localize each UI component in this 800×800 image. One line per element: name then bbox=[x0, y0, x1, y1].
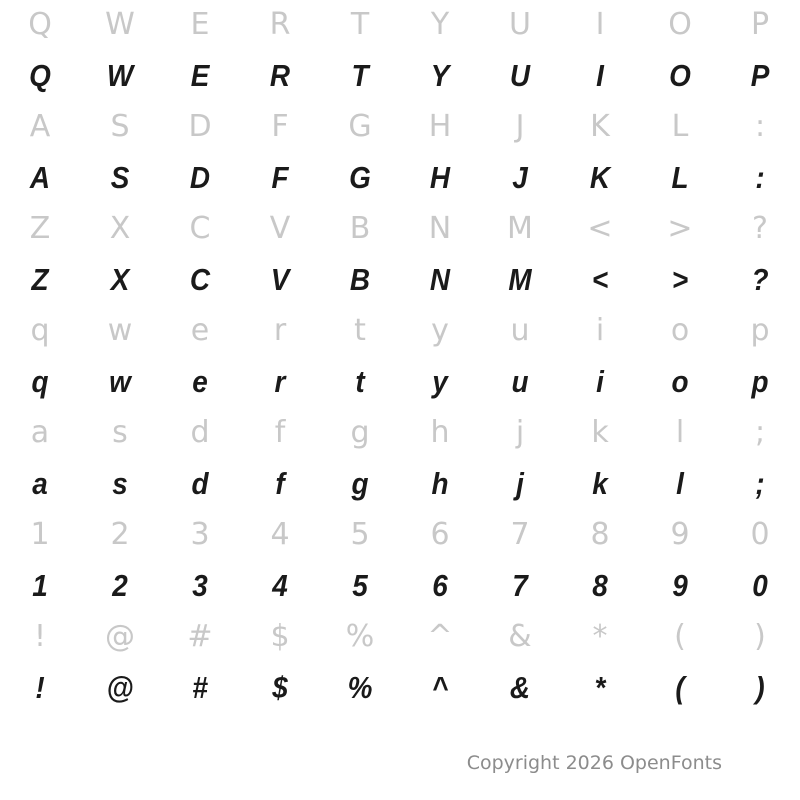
glyph-cell: f bbox=[275, 466, 285, 501]
glyph-cell: g bbox=[350, 415, 370, 450]
glyph-cell: j bbox=[516, 466, 524, 501]
glyph-cell: N bbox=[429, 262, 451, 297]
glyph-cell: B bbox=[349, 211, 371, 246]
glyph-cell: i bbox=[595, 313, 605, 348]
glyph-cell: D bbox=[188, 109, 212, 144]
glyph-cell: T bbox=[351, 58, 369, 93]
glyph-cell: U bbox=[509, 7, 531, 42]
glyph-cell: & bbox=[509, 670, 531, 705]
glyph-cell: P bbox=[750, 58, 770, 93]
glyph-cell: ) bbox=[755, 670, 765, 705]
glyph-cell: $ bbox=[272, 670, 288, 705]
glyph-cell: * bbox=[592, 619, 608, 654]
glyph-cell: 0 bbox=[752, 568, 768, 603]
glyph-cell: G bbox=[348, 109, 372, 144]
glyph-cell: 0 bbox=[750, 517, 770, 552]
glyph-cell: G bbox=[349, 160, 371, 195]
glyph-cell: O bbox=[669, 58, 691, 93]
glyph-row-sample bbox=[0, 356, 800, 408]
glyph-cell: w bbox=[109, 364, 131, 399]
glyph-cell: 8 bbox=[590, 517, 610, 552]
glyph-cell: C bbox=[189, 262, 211, 297]
glyph-cell: l bbox=[676, 466, 684, 501]
glyph-row-sample bbox=[0, 560, 800, 612]
glyph-cell: e bbox=[192, 364, 208, 399]
glyph-cell: Q bbox=[28, 7, 52, 42]
glyph-cell: ; bbox=[754, 415, 766, 450]
glyph-cell: # bbox=[192, 670, 208, 705]
glyph-cell: $ bbox=[270, 619, 290, 654]
glyph-cell: I bbox=[595, 7, 605, 42]
glyph-cell: D bbox=[189, 160, 211, 195]
glyph-cell: 2 bbox=[110, 517, 130, 552]
glyph-cell: a bbox=[32, 466, 48, 501]
glyph-row-reference bbox=[0, 306, 800, 356]
glyph-cell: h bbox=[431, 466, 449, 501]
glyph-cell: W bbox=[105, 7, 135, 42]
glyph-cell: A bbox=[29, 109, 51, 144]
glyph-cell: X bbox=[109, 211, 131, 246]
glyph-cell: U bbox=[509, 58, 531, 93]
glyph-cell: E bbox=[190, 58, 210, 93]
glyph-cell: # bbox=[187, 619, 213, 654]
glyph-cell: M bbox=[507, 211, 533, 246]
glyph-cell: M bbox=[508, 262, 532, 297]
glyph-row-reference bbox=[0, 612, 800, 662]
glyph-cell: d bbox=[190, 415, 210, 450]
glyph-cell: f bbox=[274, 415, 286, 450]
glyph-cell: > bbox=[667, 211, 693, 246]
glyph-cell: a bbox=[30, 415, 50, 450]
glyph-cell: Q bbox=[29, 58, 51, 93]
glyph-cell: P bbox=[750, 7, 770, 42]
glyph-cell: < bbox=[591, 262, 609, 297]
glyph-row-reference bbox=[0, 102, 800, 152]
glyph-cell: o bbox=[670, 313, 690, 348]
glyph-cell: u bbox=[510, 313, 530, 348]
glyph-row-sample bbox=[0, 458, 800, 510]
glyph-cell: E bbox=[190, 7, 210, 42]
glyph-cell: V bbox=[269, 211, 291, 246]
glyph-cell: < bbox=[587, 211, 613, 246]
glyph-cell: > bbox=[671, 262, 689, 297]
glyph-cell: R bbox=[269, 58, 291, 93]
glyph-cell: ( bbox=[675, 670, 685, 705]
glyph-cell: t bbox=[354, 313, 366, 348]
glyph-cell: C bbox=[189, 211, 211, 246]
glyph-cell: y bbox=[432, 364, 448, 399]
glyph-cell: 1 bbox=[30, 517, 50, 552]
glyph-cell: 2 bbox=[112, 568, 128, 603]
glyph-cell: u bbox=[511, 364, 529, 399]
glyph-cell: ? bbox=[751, 262, 769, 297]
glyph-cell: j bbox=[515, 415, 525, 450]
glyph-cell: 6 bbox=[432, 568, 448, 603]
glyph-cell: ; bbox=[755, 466, 765, 501]
glyph-cell: d bbox=[191, 466, 209, 501]
glyph-row-sample bbox=[0, 254, 800, 306]
glyph-cell: k bbox=[592, 466, 608, 501]
glyph-cell: r bbox=[273, 313, 287, 348]
glyph-cell: : bbox=[754, 109, 766, 144]
glyph-cell: Z bbox=[29, 211, 51, 246]
glyph-cell: 1 bbox=[32, 568, 48, 603]
glyph-cell: Y bbox=[430, 58, 450, 93]
glyph-cell: 8 bbox=[592, 568, 608, 603]
glyph-cell: H bbox=[429, 160, 451, 195]
glyph-cell: i bbox=[596, 364, 604, 399]
glyph-cell: o bbox=[671, 364, 689, 399]
glyph-cell: l bbox=[675, 415, 685, 450]
glyph-cell: K bbox=[590, 109, 610, 144]
glyph-cell: e bbox=[190, 313, 210, 348]
glyph-cell: ^ bbox=[427, 619, 453, 654]
glyph-cell: L bbox=[671, 160, 689, 195]
glyph-cell: ^ bbox=[431, 670, 449, 705]
glyph-cell: 3 bbox=[190, 517, 210, 552]
glyph-cell: K bbox=[589, 160, 611, 195]
glyph-cell: p bbox=[750, 313, 770, 348]
glyph-row-reference bbox=[0, 408, 800, 458]
glyph-row-sample bbox=[0, 152, 800, 204]
glyph-cell: J bbox=[515, 109, 525, 144]
glyph-cell: h bbox=[430, 415, 450, 450]
glyph-cell: @ bbox=[105, 619, 135, 654]
glyph-cell: ! bbox=[35, 670, 45, 705]
glyph-cell: J bbox=[512, 160, 528, 195]
glyph-cell: F bbox=[271, 160, 289, 195]
glyph-cell: T bbox=[350, 7, 370, 42]
glyph-cell: ! bbox=[33, 619, 47, 654]
glyph-cell: k bbox=[591, 415, 609, 450]
glyph-cell: w bbox=[107, 313, 133, 348]
glyph-row-reference bbox=[0, 0, 800, 50]
glyph-cell: q bbox=[30, 313, 50, 348]
glyph-cell: 6 bbox=[430, 517, 450, 552]
glyph-cell: 9 bbox=[670, 517, 690, 552]
glyph-row-reference bbox=[0, 204, 800, 254]
glyph-cell: F bbox=[271, 109, 289, 144]
glyph-cell: O bbox=[668, 7, 692, 42]
glyph-row-sample bbox=[0, 50, 800, 102]
glyph-cell: * bbox=[594, 670, 606, 705]
glyph-cell: s bbox=[112, 415, 128, 450]
glyph-cell: V bbox=[270, 262, 290, 297]
glyph-cell: q bbox=[31, 364, 49, 399]
glyph-cell: ? bbox=[752, 211, 768, 246]
glyph-cell: S bbox=[110, 160, 130, 195]
glyph-cell: Z bbox=[31, 262, 49, 297]
glyph-cell: % bbox=[347, 670, 373, 705]
glyph-cell: 9 bbox=[672, 568, 688, 603]
glyph-cell: ) bbox=[754, 619, 766, 654]
glyph-cell: 7 bbox=[510, 517, 530, 552]
glyph-cell: g bbox=[351, 466, 369, 501]
glyph-cell: W bbox=[106, 58, 134, 93]
glyph-cell: X bbox=[110, 262, 130, 297]
glyph-cell: S bbox=[110, 109, 130, 144]
glyph-cell: B bbox=[349, 262, 371, 297]
glyph-cell: ( bbox=[674, 619, 686, 654]
glyph-cell: N bbox=[428, 211, 452, 246]
glyph-row-sample bbox=[0, 662, 800, 714]
glyph-row-reference bbox=[0, 510, 800, 560]
glyph-cell: % bbox=[345, 619, 375, 654]
glyph-cell: 4 bbox=[270, 517, 290, 552]
glyph-cell: s bbox=[112, 466, 128, 501]
glyph-cell: & bbox=[508, 619, 532, 654]
glyph-cell: : bbox=[755, 160, 765, 195]
glyph-cell: 5 bbox=[352, 568, 368, 603]
glyph-cell: y bbox=[431, 313, 449, 348]
glyph-cell: p bbox=[751, 364, 769, 399]
copyright-notice: Copyright 2026 OpenFonts bbox=[466, 752, 722, 774]
glyph-cell: 7 bbox=[512, 568, 528, 603]
glyph-cell: A bbox=[29, 160, 51, 195]
glyph-cell: r bbox=[274, 364, 286, 399]
glyph-cell: 3 bbox=[192, 568, 208, 603]
glyph-cell: Y bbox=[430, 7, 450, 42]
glyph-cell: t bbox=[355, 364, 365, 399]
glyph-cell: @ bbox=[106, 670, 134, 705]
glyph-cell: H bbox=[428, 109, 452, 144]
glyph-cell: I bbox=[596, 58, 604, 93]
glyph-cell: 4 bbox=[272, 568, 288, 603]
glyph-cell: 5 bbox=[350, 517, 370, 552]
glyph-cell: R bbox=[269, 7, 291, 42]
glyph-cell: L bbox=[671, 109, 689, 144]
